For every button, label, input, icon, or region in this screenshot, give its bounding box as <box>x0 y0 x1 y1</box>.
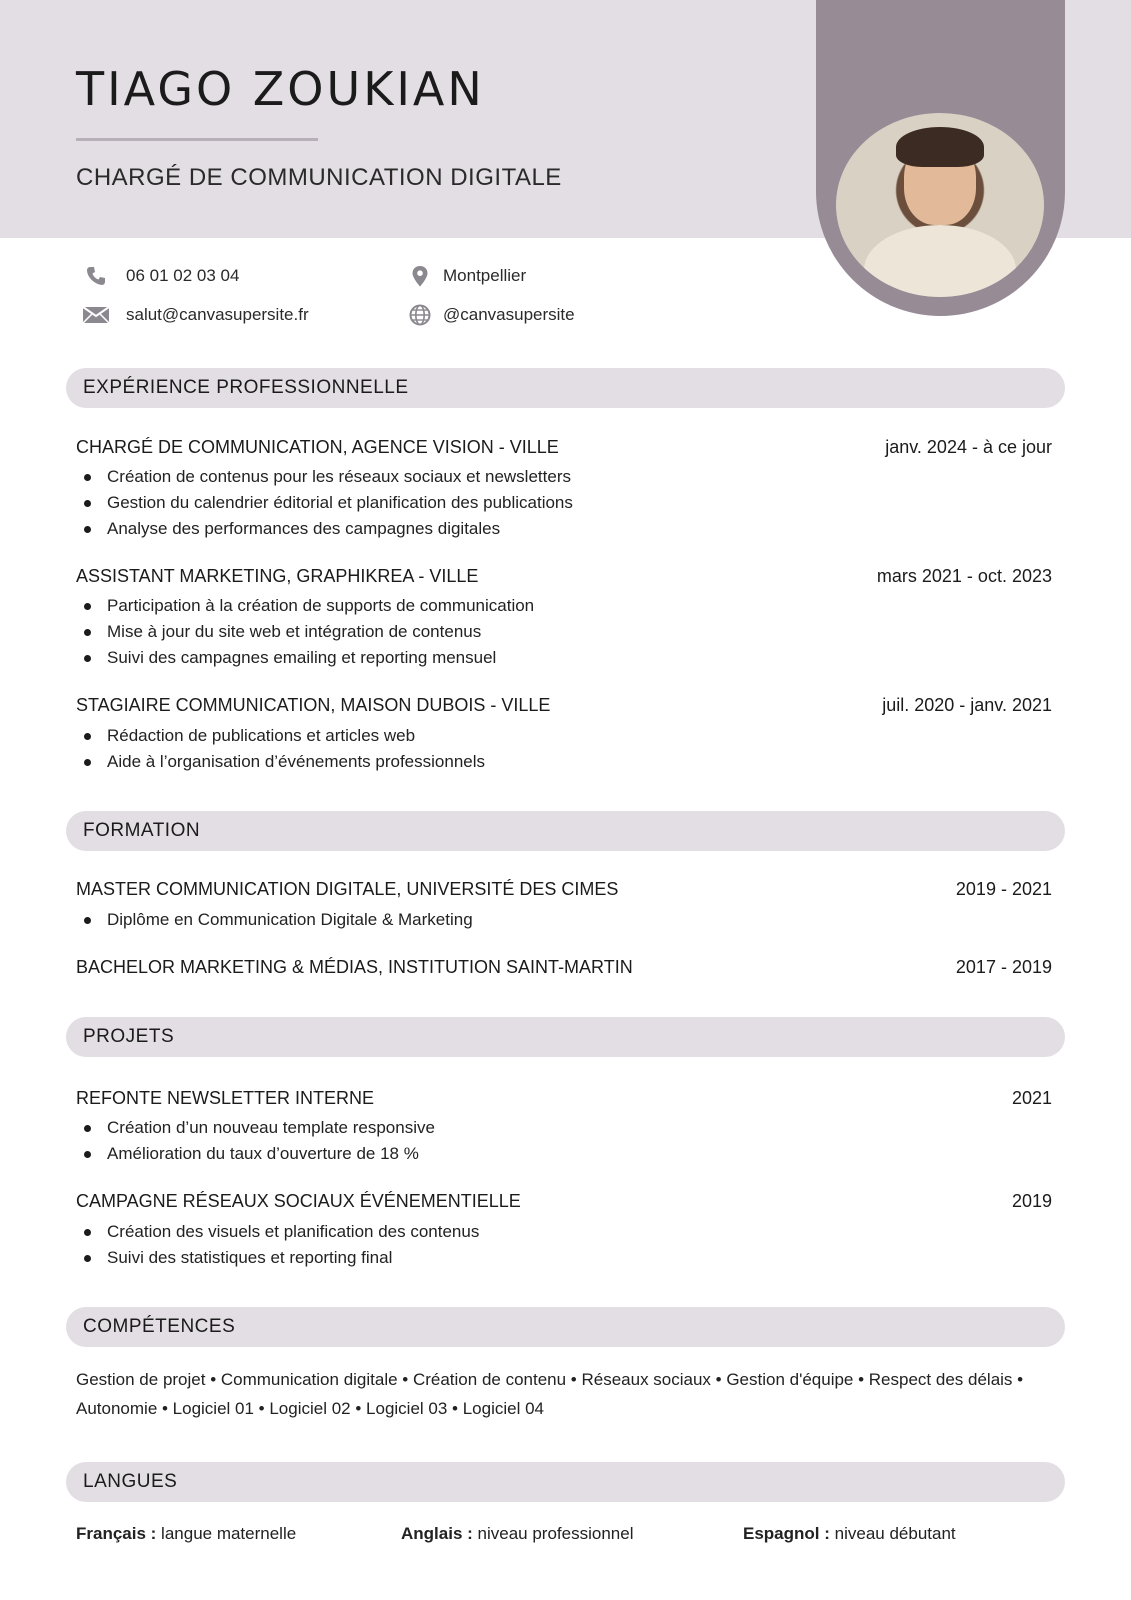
degree-bullets <box>76 907 473 933</box>
mail-icon <box>82 304 110 326</box>
list-item: Création de contenus pour les réseaux sociaux et newsletters <box>76 464 573 490</box>
job-title: CHARGÉ DE COMMUNICATION, AGENCE VISION - VILLE <box>76 437 559 457</box>
section-bar-projects <box>66 1017 1065 1057</box>
contact-phone: 06 01 02 03 04 <box>126 266 240 285</box>
section-title: COMPÉTENCES <box>83 1316 236 1337</box>
project-title: REFONTE NEWSLETTER INTERNE <box>76 1088 375 1108</box>
section-bar-languages <box>66 1462 1065 1502</box>
job-date: juil. 2020 - janv. 2021 <box>882 695 1052 715</box>
language-name: Anglais : <box>401 1524 473 1543</box>
section-title: FORMATION <box>83 820 201 841</box>
location-pin-icon <box>406 265 434 287</box>
project-title: CAMPAGNE RÉSEAUX SOCIAUX ÉVÉNEMENTIELLE <box>76 1191 521 1211</box>
project-date: 2021 <box>1011 1088 1052 1108</box>
job-date: janv. 2024 - à ce jour <box>885 437 1052 457</box>
list-item: Création des visuels et planification des contenus <box>76 1219 479 1245</box>
job-bullets <box>76 464 573 542</box>
contact-city: Montpellier <box>443 266 527 285</box>
globe-icon <box>406 304 434 326</box>
section-title: LANGUES <box>83 1471 178 1492</box>
degree-title: BACHELOR MARKETING & MÉDIAS, INSTITUTION SAINT-MARTIN <box>76 957 633 977</box>
language-item <box>743 1524 956 1544</box>
contact-email[interactable]: salut@canvasupersite.fr <box>126 305 309 324</box>
name-divider <box>76 138 318 141</box>
job-bullets <box>76 593 534 671</box>
degree-date: 2017 - 2019 <box>955 957 1052 977</box>
job-title: ASSISTANT MARKETING, GRAPHIKREA - VILLE <box>76 566 479 586</box>
degree-title: MASTER COMMUNICATION DIGITALE, UNIVERSITÉ DES CIMES <box>76 879 619 899</box>
profile-photo <box>836 113 1044 297</box>
job-bullets <box>76 723 485 775</box>
list-item: Diplôme en Communication Digitale & Marketing <box>76 907 473 933</box>
degree-date: 2019 - 2021 <box>955 879 1052 899</box>
section-bar-education <box>66 811 1065 851</box>
list-item: Création d’un nouveau template responsive <box>76 1115 435 1141</box>
list-item: Suivi des statistiques et reporting final <box>76 1245 479 1271</box>
language-name: Espagnol : <box>743 1524 830 1543</box>
language-item <box>401 1524 633 1544</box>
language-level: niveau professionnel <box>477 1524 634 1543</box>
list-item: Gestion du calendrier éditorial et planification des publications <box>76 490 573 516</box>
candidate-name: TIAGO ZOUKIAN <box>76 62 485 116</box>
phone-icon <box>82 265 110 287</box>
project-date: 2019 <box>1011 1191 1052 1211</box>
contact-social[interactable]: @canvasupersite <box>443 305 575 324</box>
list-item: Rédaction de publications et articles web <box>76 723 485 749</box>
section-bar-experience <box>66 368 1065 408</box>
list-item: Participation à la création de supports de communication <box>76 593 534 619</box>
job-date: mars 2021 - oct. 2023 <box>876 566 1052 586</box>
list-item: Suivi des campagnes emailing et reporting mensuel <box>76 645 534 671</box>
list-item: Mise à jour du site web et intégration de contenus <box>76 619 534 645</box>
section-title: PROJETS <box>83 1026 175 1047</box>
section-bar-skills <box>66 1307 1065 1347</box>
language-level: langue maternelle <box>161 1524 297 1543</box>
section-title: EXPÉRIENCE PROFESSIONNELLE <box>83 377 409 398</box>
list-item: Analyse des performances des campagnes digitales <box>76 516 573 542</box>
language-item <box>76 1524 296 1544</box>
skills-text: Gestion de projet • Communication digitale • Création de contenu • Réseaux sociaux • Gestion d'équipe • Respect des délais • Autonomie • Logiciel 01 • Logiciel 02 • Logiciel 03 • Logiciel 04 <box>76 1370 1024 1418</box>
list-item: Aide à l’organisation d’événements professionnels <box>76 749 485 775</box>
project-bullets <box>76 1219 479 1271</box>
list-item: Amélioration du taux d’ouverture de 18 % <box>76 1141 435 1167</box>
job-role: CHARGÉ DE COMMUNICATION DIGITALE <box>76 164 562 191</box>
language-level: niveau débutant <box>834 1524 956 1543</box>
language-name: Français : <box>76 1524 157 1543</box>
project-bullets <box>76 1115 435 1167</box>
job-title: STAGIAIRE COMMUNICATION, MAISON DUBOIS - VILLE <box>76 695 551 715</box>
